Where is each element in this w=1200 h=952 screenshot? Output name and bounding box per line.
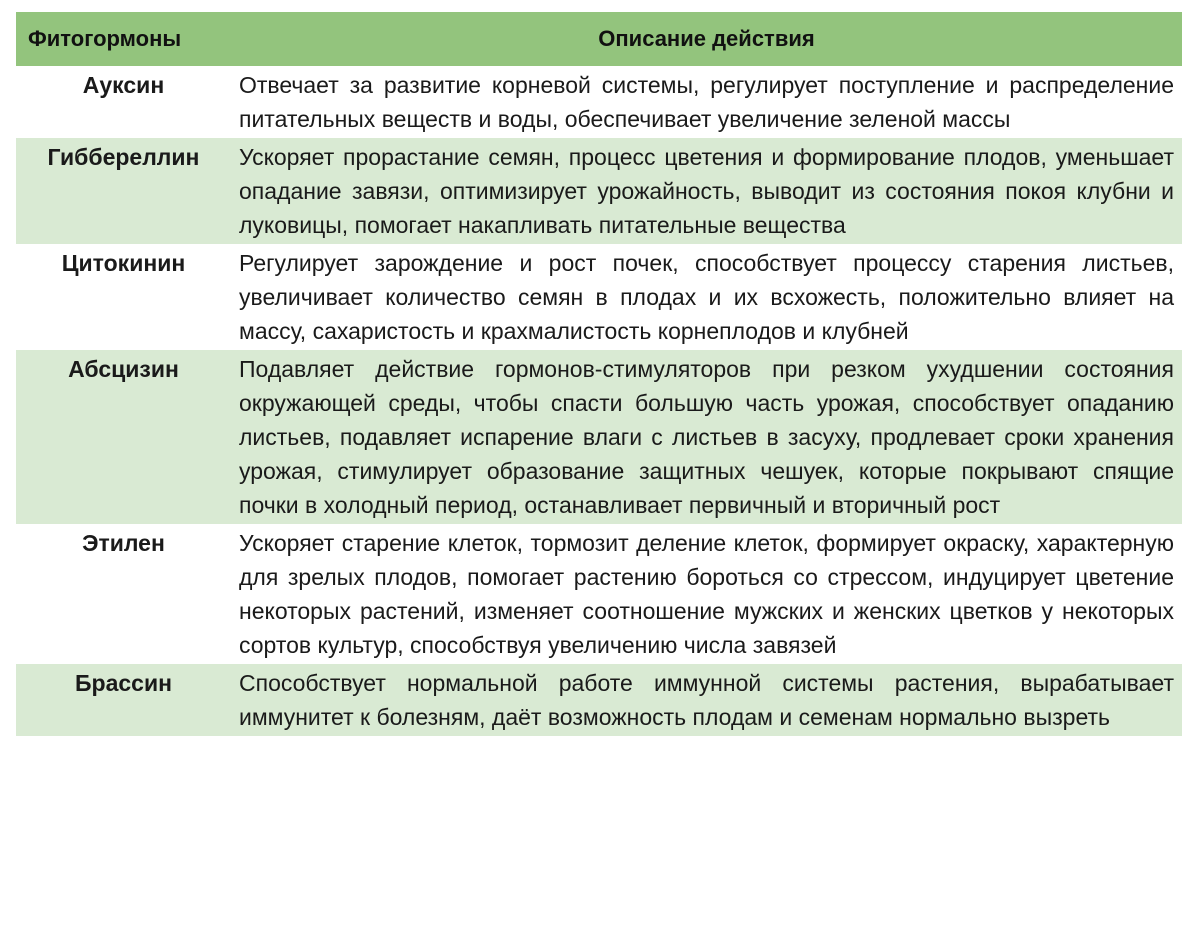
- hormone-description: Ускоряет прорастание семян, процесс цветения и формирование плодов, уменьшает опадание завязи, оптимизирует урожайность, выводит из состояния покоя клубни и луковицы, помогает накапливать питательные вещества: [231, 138, 1182, 244]
- hormone-name: Этилен: [82, 530, 165, 556]
- table-row: [16, 138, 1182, 244]
- table-header-row: [16, 12, 1182, 66]
- hormone-description: Регулирует зарождение и рост почек, способствует процессу старения листьев, увеличивает количество семян в плодах и их всхожесть, положительно влияет на массу, сахаристость и крахмалистость корнеплодов и клубней: [239, 250, 1174, 344]
- phytohormones-table-container: [16, 12, 1182, 736]
- table-row: [16, 66, 1182, 138]
- hormone-description: Подавляет действие гормонов-стимуляторов при резком ухудшении состояния окружающей среды, чтобы спасти большую часть урожая, способствует опаданию листьев, подавляет испарение влаги с листьев в засуху, продлевает сроки хранения урожая, стимулирует образование защитных чешуек, которые покрывают спящие почки в холодный период, останавливает первичный и вторичный рост: [231, 350, 1182, 524]
- table-row: [16, 244, 1182, 350]
- hormone-name: Абсцизин: [16, 350, 231, 524]
- hormone-name: Брассин: [16, 664, 231, 736]
- hormone-description: Отвечает за развитие корневой системы, регулирует поступление и распределение питательных веществ и воды, обеспечивает увеличение зеленой массы: [239, 72, 1174, 132]
- hormone-description: Ускоряет старение клеток, тормозит деление клеток, формирует окраску, характерную для зрелых плодов, помогает растению бороться со стрессом, индуцирует цветение некоторых растений, изменяет соотношение мужских и женских цветков у некоторых сортов культур, способствуя увеличению числа завязей: [239, 530, 1174, 658]
- phytohormones-table: [16, 12, 1182, 736]
- hormone-name: Цитокинин: [61, 250, 186, 276]
- table-row: [16, 350, 1182, 524]
- hormone-description: Способствует нормальной работе иммунной системы растения, вырабатывает иммунитет к болезням, даёт возможность плодам и семенам нормально вызреть: [231, 664, 1182, 736]
- table-row: [16, 524, 1182, 664]
- hormone-name: Ауксин: [82, 72, 165, 98]
- table-row: [16, 664, 1182, 736]
- header-phytohormones: Фитогормоны: [16, 12, 231, 66]
- hormone-name: Гиббереллин: [16, 138, 231, 244]
- header-description: Описание действия: [231, 12, 1182, 66]
